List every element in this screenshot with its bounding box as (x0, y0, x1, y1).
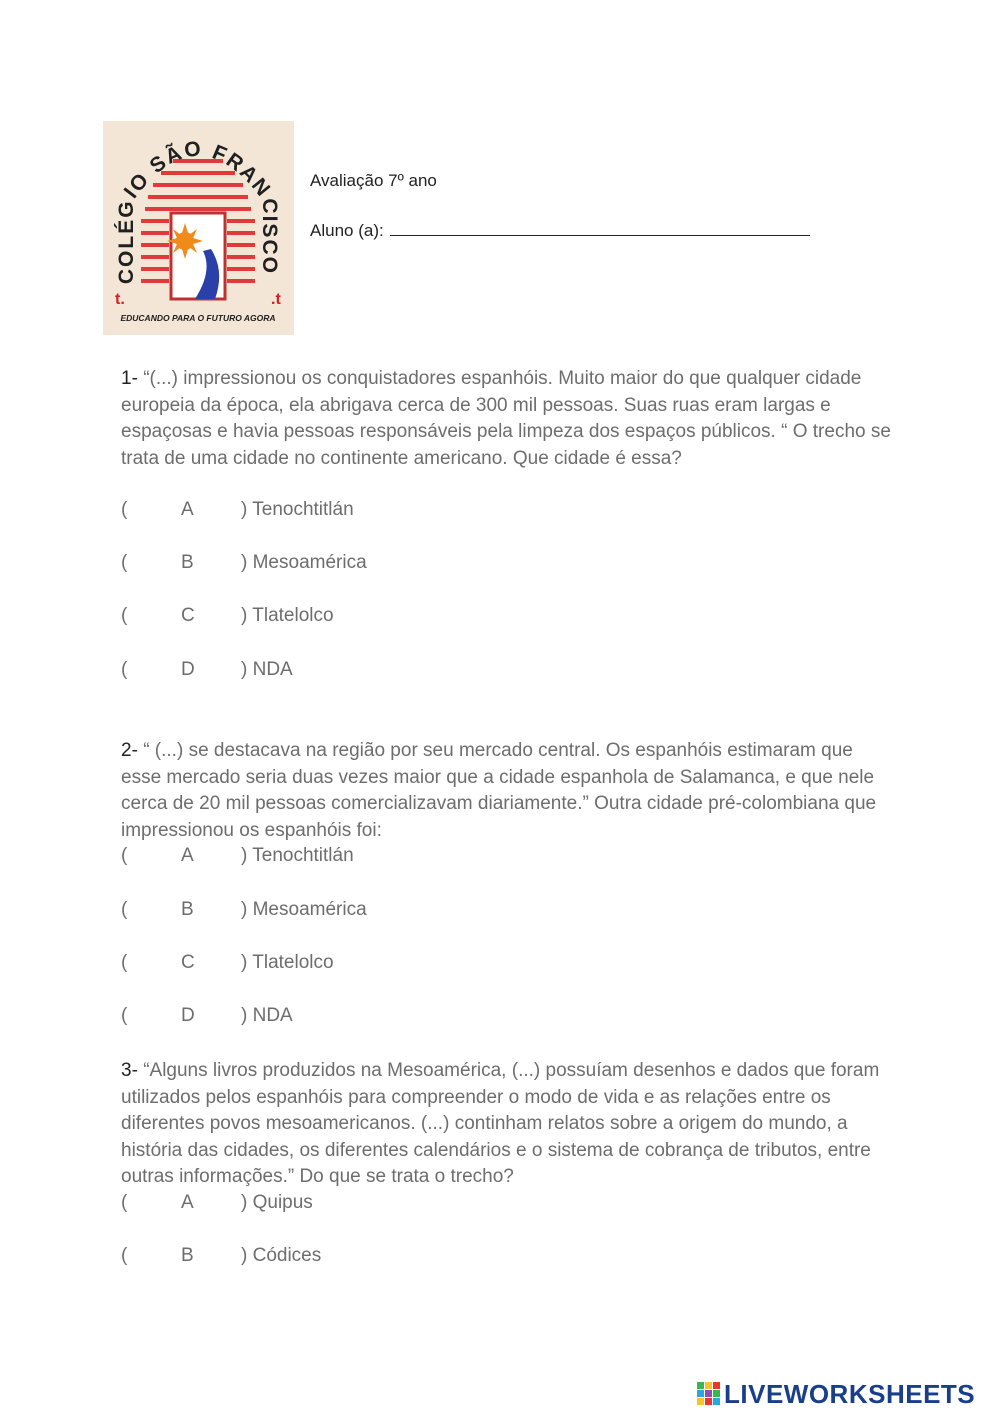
question-2-option-d[interactable] (121, 1004, 521, 1028)
question-2 (121, 738, 891, 844)
option-text: ) Tenochtitlán (241, 845, 354, 866)
question-2-option-c[interactable] (121, 951, 521, 975)
option-bracket: ( (121, 952, 128, 973)
question-text: “(...) impressionou os conquistadores espanhóis. Muito maior do que qualquer cidade europeia da época, ela abrigava cerca de 300 mil pessoas. Suas ruas eram largas e espaçosas e havia pessoas responsáveis pela limpeza dos espaços públicos. “ O trecho se trata de uma cidade no continente americano. Que cidade é essa? (121, 368, 891, 469)
school-logo-graphic (103, 121, 294, 335)
option-text: ) Códices (241, 1245, 322, 1266)
option-letter: C (181, 605, 195, 626)
option-text: ) Quipus (241, 1192, 313, 1213)
question-1 (121, 366, 891, 472)
question-number: 3- (121, 1060, 138, 1081)
svg-text:.t: .t (271, 291, 281, 308)
option-text: ) NDA (241, 659, 293, 680)
option-text: ) Mesoamérica (241, 552, 367, 573)
option-text: ) NDA (241, 1005, 293, 1026)
option-bracket: ( (121, 499, 128, 520)
option-text: ) Mesoamérica (241, 899, 367, 920)
question-text: “ (...) se destacava na região por seu mercado central. Os espanhóis estimaram que esse mercado seria duas vezes maior que a cidade espanhola de Salamanca, e que nele cerca de 20 mil pessoas comercializavam diariamente.” Outra cidade pré-colombiana que impressionou os espanhóis foi: (121, 740, 877, 841)
question-text: “Alguns livros produzidos na Mesoamérica, (...) possuíam desenhos e dados que foram utilizados pelos espanhóis para compreender o modo de vida e as relações entre os diferentes povos mesoamericanos. (...) continham relatos sobre a origem do mundo, a história das cidades, os diferentes calendários e o sistema de cobrança de tributos, entre outras informações.” Do que se trata o trecho? (121, 1060, 880, 1187)
option-letter: B (181, 899, 194, 920)
student-name-field[interactable] (390, 219, 810, 236)
school-logo (103, 121, 294, 335)
option-letter: A (181, 499, 194, 520)
option-text: ) Tlatelolco (241, 952, 334, 973)
question-3 (121, 1058, 891, 1191)
liveworksheets-wordmark: LIVEWORKSHEETS (724, 1378, 976, 1409)
option-letter: C (181, 952, 195, 973)
option-bracket: ( (121, 659, 128, 680)
question-1-option-d[interactable] (121, 658, 521, 682)
question-2-option-b[interactable] (121, 898, 521, 922)
option-bracket: ( (121, 605, 128, 626)
option-bracket: ( (121, 1192, 128, 1213)
option-bracket: ( (121, 899, 128, 920)
option-text: ) Tlatelolco (241, 605, 334, 626)
question-1-option-c[interactable] (121, 604, 521, 628)
question-3-option-b[interactable] (121, 1244, 521, 1268)
student-name-row (310, 219, 810, 241)
option-letter: B (181, 552, 194, 573)
liveworksheets-brand (697, 1380, 975, 1408)
question-3-option-a[interactable] (121, 1191, 521, 1215)
question-number: 2- (121, 740, 138, 761)
svg-text:t.: t. (115, 291, 125, 308)
liveworksheets-logo-icon (697, 1382, 721, 1406)
option-letter: A (181, 845, 194, 866)
evaluation-title: Avaliação 7º ano (310, 171, 437, 190)
option-bracket: ( (121, 1245, 128, 1266)
option-letter: D (181, 1005, 195, 1026)
option-letter: A (181, 1192, 194, 1213)
question-1-option-b[interactable] (121, 551, 521, 575)
option-letter: B (181, 1245, 194, 1266)
school-slogan: EDUCANDO PARA O FUTURO AGORA (120, 313, 276, 323)
question-number: 1- (121, 368, 138, 389)
option-bracket: ( (121, 552, 128, 573)
option-bracket: ( (121, 845, 128, 866)
option-letter: D (181, 659, 195, 680)
school-name-text: COLÉGIO SÃO FRANCISCO (115, 137, 281, 285)
question-1-option-a[interactable] (121, 498, 521, 522)
question-2-option-a[interactable] (121, 844, 521, 868)
option-text: ) Tenochtitlán (241, 499, 354, 520)
option-bracket: ( (121, 1005, 128, 1026)
student-name-label: Aluno (a): (310, 221, 384, 240)
